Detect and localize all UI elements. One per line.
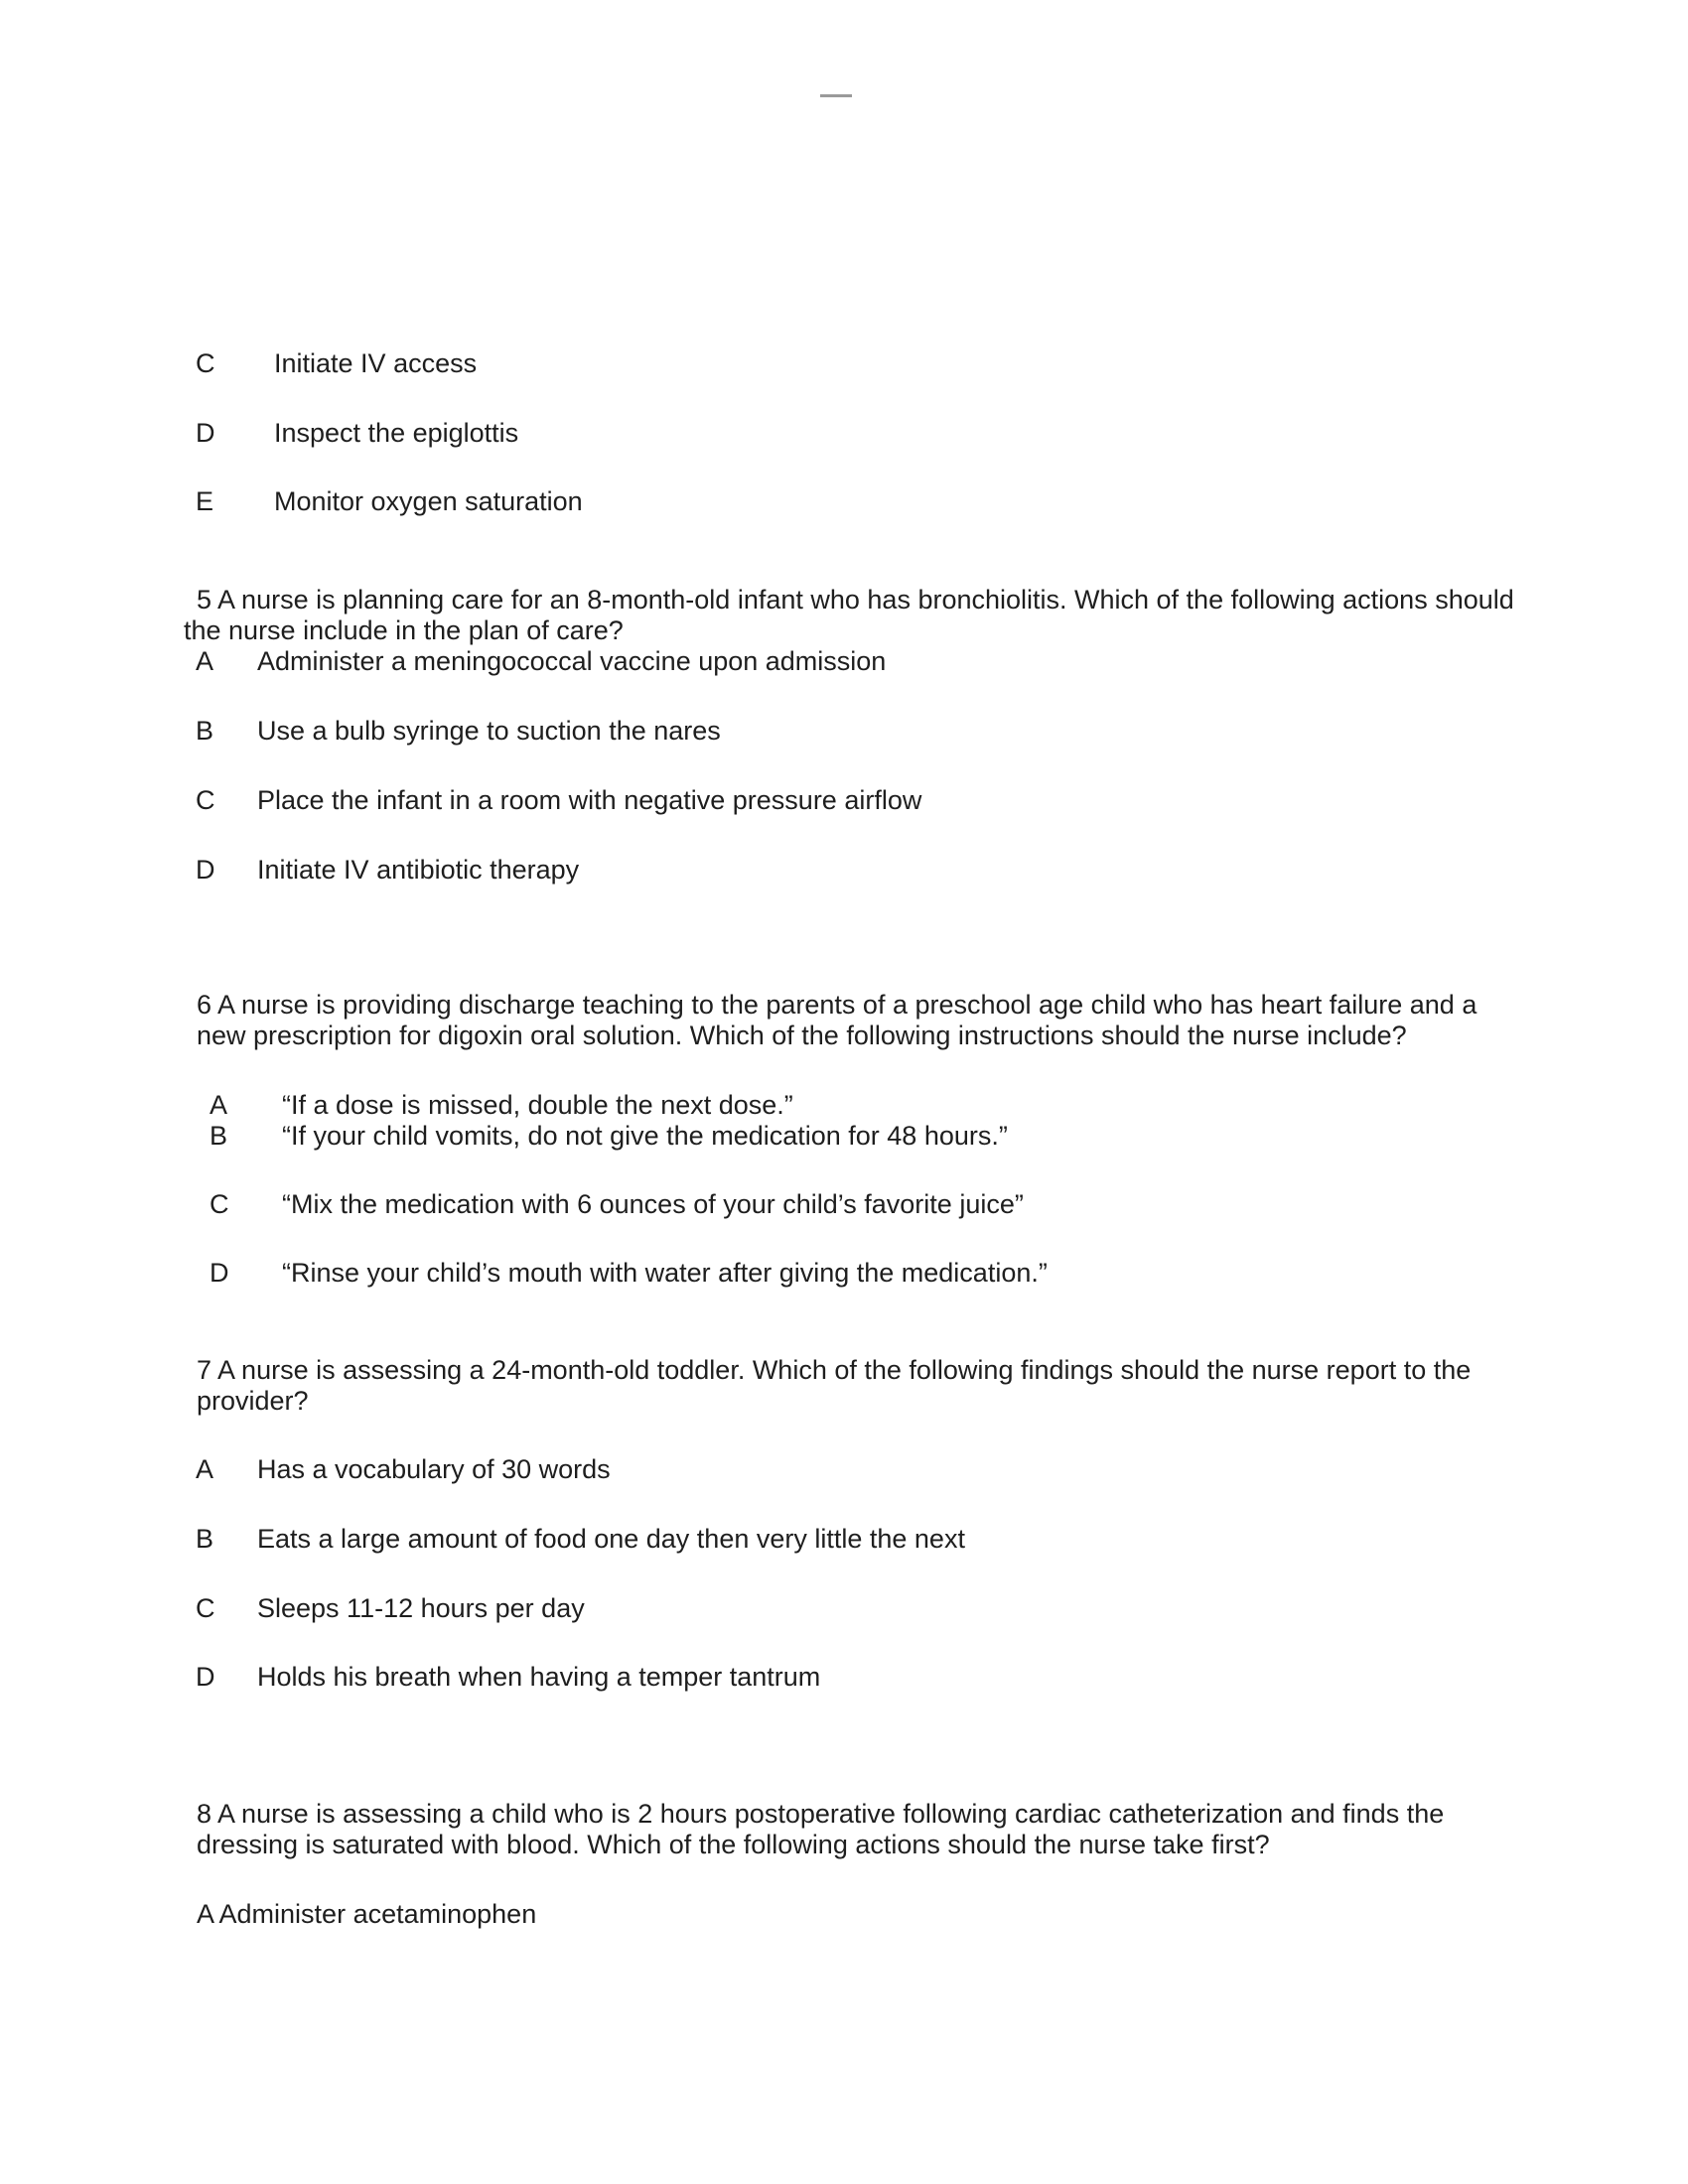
option-letter: D [196,418,215,448]
option-letter: A [196,1454,214,1484]
option-letter: C [196,348,215,378]
option-letter: C [196,785,215,815]
option-text: Administer a meningococcal vaccine upon admission [257,646,887,676]
question-stem: dressing is saturated with blood. Which of the following actions should the nurse take first? [197,1830,1270,1859]
option-text: Monitor oxygen saturation [274,486,583,516]
option-text: Has a vocabulary of 30 words [257,1454,611,1484]
option-letter: C [210,1189,229,1219]
question-stem: 8 A nurse is assessing a child who is 2 hours postoperative following cardiac catheterization and finds the [197,1799,1445,1829]
option-text: Inspect the epiglottis [274,418,519,448]
option-text: “Rinse your child’s mouth with water after giving the medication.” [282,1258,1048,1288]
option-letter: B [196,716,214,746]
option-letter: B [210,1121,228,1151]
option-text: Place the infant in a room with negative pressure airflow [257,785,922,815]
question-stem: the nurse include in the plan of care? [184,615,624,645]
option-text: “Mix the medication with 6 ounces of your child’s favorite juice” [282,1189,1024,1219]
option-text: Initiate IV access [274,348,478,378]
option-letter: D [210,1258,229,1288]
option-letter: B [196,1524,214,1554]
option-letter: D [196,1662,215,1692]
question-stem: 6 A nurse is providing discharge teaching to the parents of a preschool age child who has heart failure and a [197,990,1477,1020]
question-stem: 7 A nurse is assessing a 24-month-old toddler. Which of the following findings should the nurse report to the [197,1355,1472,1385]
option-text: A Administer acetaminophen [197,1899,537,1929]
header-mark [820,94,852,97]
option-text: “If a dose is missed, double the next dose.” [282,1090,793,1120]
option-letter: D [196,855,215,885]
option-letter: A [210,1090,228,1120]
question-stem: 5 A nurse is planning care for an 8-month-old infant who has bronchiolitis. Which of the following actions should [197,585,1514,614]
option-letter: E [196,486,214,516]
option-text: Holds his breath when having a temper tantrum [257,1662,821,1692]
option-text: Use a bulb syringe to suction the nares [257,716,721,746]
question-stem: provider? [197,1386,309,1416]
option-text: Eats a large amount of food one day then very little the next [257,1524,965,1554]
option-letter: C [196,1593,215,1623]
question-stem: new prescription for digoxin oral solution. Which of the following instructions should the nurse include? [197,1021,1407,1050]
option-letter: A [196,646,214,676]
option-text: Initiate IV antibiotic therapy [257,855,580,885]
option-text: “If your child vomits, do not give the medication for 48 hours.” [282,1121,1008,1151]
option-text: Sleeps 11-12 hours per day [257,1593,585,1623]
